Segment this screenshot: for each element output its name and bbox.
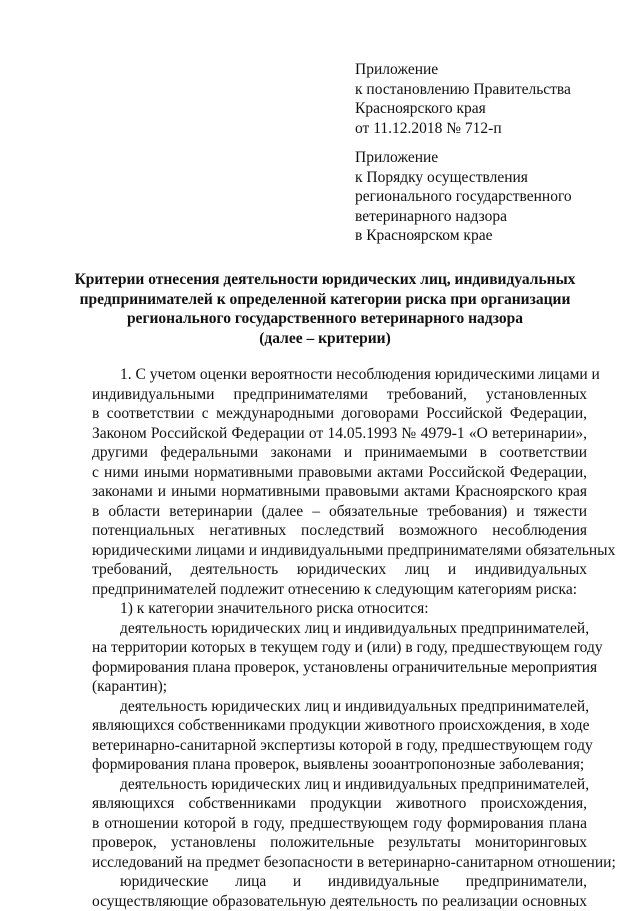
body-text-line: деятельность юридических лиц и индивидуальных предпринимателей, (92, 775, 587, 795)
title-line: регионального государственного ветеринарного надзора (70, 309, 580, 329)
body-text-line: требований, деятельность юридических лиц и индивидуальных (92, 560, 587, 580)
body-text-line: индивидуальными предпринимателями требований, установленных (92, 385, 587, 405)
body-text-line: в соответствии с международными договорами Российской Федерации, (92, 404, 587, 424)
body-text-line: 1) к категории значительного риска относится: (92, 599, 587, 619)
body-text-line: другими федеральными законами и принимаемыми в соответствии (92, 443, 587, 463)
appendix-line: ветеринарного надзора (355, 207, 572, 227)
appendix-line: Красноярского края (355, 99, 571, 119)
body-text-line: ветеринарно-санитарной экспертизы которой в году, предшествующем году (92, 736, 587, 756)
body-text-line: потенциальных негативных последствий возможного несоблюдения (92, 521, 587, 541)
appendix-line: к Порядку осуществления (355, 168, 572, 188)
body-text-line: формирования плана проверок, выявлены зооантропонозные заболевания; (92, 755, 587, 775)
body-text-line: юридическими лицами и индивидуальными предпринимателями обязательных (92, 541, 587, 561)
appendix-header-procedure (355, 148, 572, 246)
body-text-line: Законом Российской Федерации от 14.05.1993 № 4979-1 «О ветеринарии», (92, 424, 587, 444)
body-text-line: деятельность юридических лиц и индивидуальных предпринимателей, (92, 619, 587, 639)
body-text-line: исследований на предмет безопасности в ветеринарно-санитарном отношении; (92, 853, 587, 873)
appendix-line: в Красноярском крае (355, 226, 572, 246)
appendix-line: к постановлению Правительства (355, 80, 571, 100)
title-line: предпринимателей к определенной категории риска при организации (70, 290, 580, 310)
appendix-header-government-resolution (355, 60, 571, 138)
body-text-line: проверок, установлены положительные результаты мониторинговых (92, 833, 587, 853)
body-text-line: законами и иными нормативными правовыми актами Красноярского края (92, 482, 587, 502)
body-text-line: являющихся собственниками продукции животного происхождения, в ходе (92, 716, 587, 736)
appendix-line: от 11.12.2018 № 712-п (355, 119, 571, 139)
title-line: Критерии отнесения деятельности юридических лиц, индивидуальных (70, 270, 580, 290)
appendix-line: регионального государственного (355, 187, 572, 207)
body-text-line: 1. С учетом оценки вероятности несоблюдения юридическими лицами и (92, 365, 587, 385)
body-text-line: (карантин); (92, 677, 587, 697)
appendix-line: Приложение (355, 148, 572, 168)
document-body (92, 365, 587, 911)
body-text-line: в отношении которой в году, предшествующем году формирования плана (92, 814, 587, 834)
body-text-line: с ними иными нормативными правовыми актами Российской Федерации, (92, 463, 587, 483)
body-text-line: юридические лица и индивидуальные предприниматели, (92, 872, 587, 892)
body-text-line: формирования плана проверок, установлены ограничительные мероприятия (92, 658, 587, 678)
title-line: (далее – критерии) (70, 329, 580, 349)
body-text-line: деятельность юридических лиц и индивидуальных предпринимателей, (92, 697, 587, 717)
body-text-line: являющихся собственниками продукции животного происхождения, (92, 794, 587, 814)
document-title (70, 270, 580, 348)
body-text-line: осуществляющие образовательную деятельность по реализации основных (92, 892, 587, 911)
body-text-line: в области ветеринарии (далее – обязательные требования) и тяжести (92, 502, 587, 522)
body-text-line: на территории которых в текущем году и (или) в году, предшествующем году (92, 638, 587, 658)
appendix-line: Приложение (355, 60, 571, 80)
body-text-line: предпринимателей подлежит отнесению к следующим категориям риска: (92, 580, 587, 600)
